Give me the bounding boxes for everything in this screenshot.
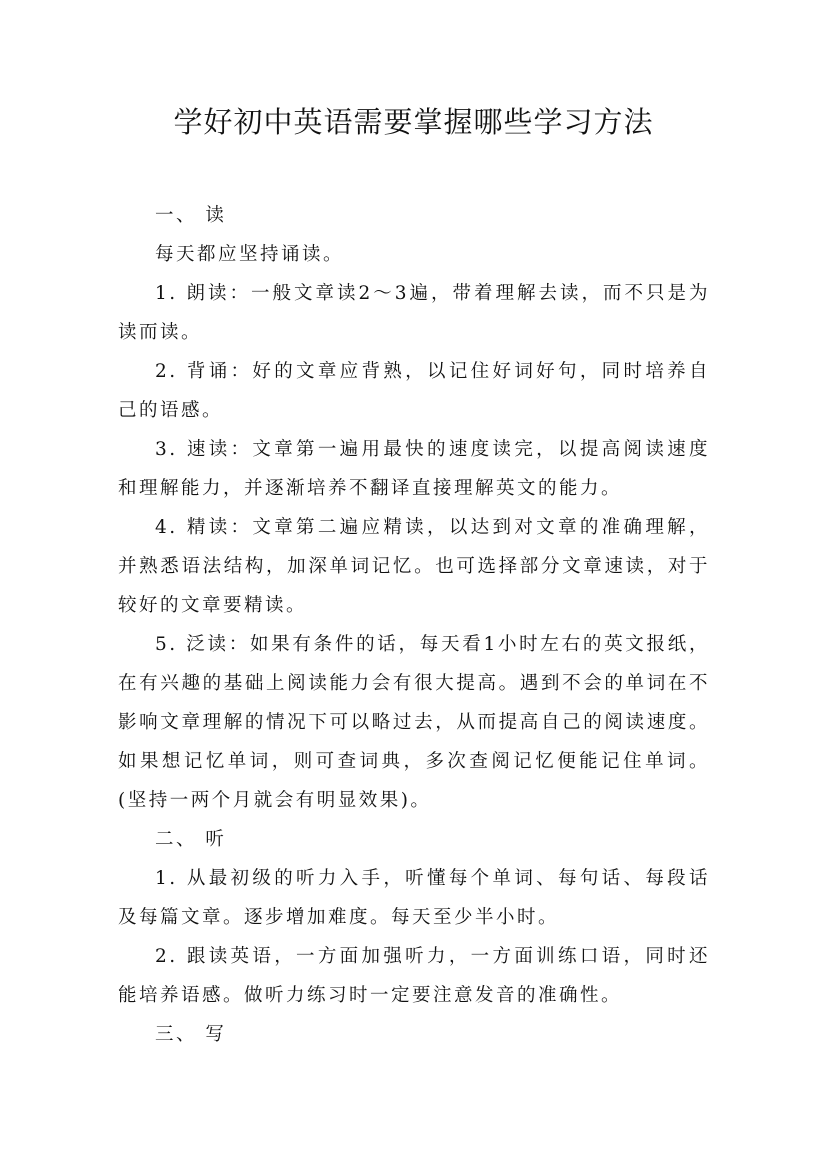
paragraph-listen-2: 2. 跟读英语，一方面加强听力，一方面训练口语，同时还能培养语感。做听力练习时一定要注意发音的准确性。 — [118, 946, 710, 1006]
section-heading-write: 三、 写 — [155, 1024, 227, 1045]
document-title: 学好初中英语需要掌握哪些学习方法 — [173, 105, 654, 139]
paragraph-extensive-read: 5. 泛读：如果有条件的话，每天看1小时左右的英文报纸，在有兴趣的基础上阅读能力会有很大提高。遇到不会的单词在不影响文章理解的情况下可以略过去，从而提高自己的阅读速度。如果想记忆单词，则可查词典，多次查阅记忆便能记住单词。(坚持一两个月就会有明显效果)。 — [118, 634, 710, 811]
section-heading-listen: 二、 听 — [155, 829, 227, 850]
paragraph-intro: 每天都应坚持诵读。 — [155, 244, 345, 265]
document-body — [118, 196, 710, 1054]
paragraph-intensive-read: 4. 精读：文章第二遍应精读，以达到对文章的准确理解，并熟悉语法结构，加深单词记忆。也可选择部分文章速读，对于较好的文章要精读。 — [118, 517, 710, 616]
paragraph-speed-read: 3. 速读：文章第一遍用最快的速度读完，以提高阅读速度和理解能力，并逐渐培养不翻译直接理解英文的能力。 — [118, 439, 710, 499]
section-heading-read: 一、 读 — [155, 205, 227, 226]
paragraph-read-aloud: 1. 朗读：一般文章读2～3遍，带着理解去读，而不只是为读而读。 — [118, 283, 710, 343]
paragraph-recite: 2. 背诵：好的文章应背熟，以记住好词好句，同时培养自己的语感。 — [118, 361, 710, 421]
paragraph-listen-1: 1. 从最初级的听力入手，听懂每个单词、每句话、每段话及每篇文章。逐步增加难度。每天至少半小时。 — [118, 868, 710, 928]
